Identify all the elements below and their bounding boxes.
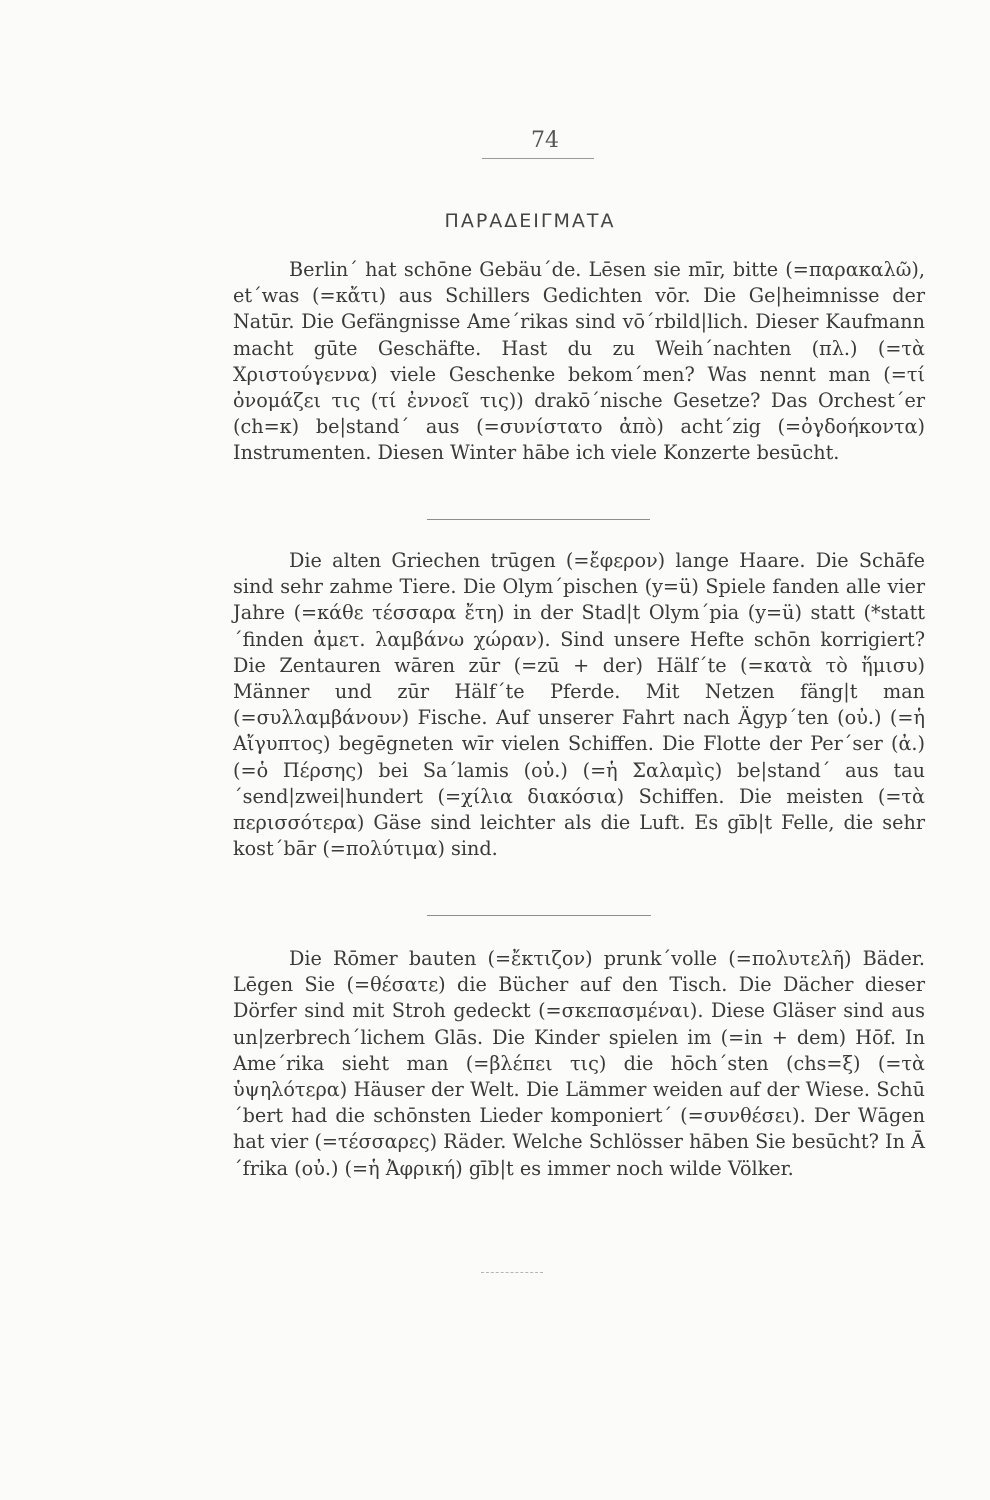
- section-divider: [427, 915, 651, 916]
- paragraph-block-1: Berlin´ hat schōne Gebäu´de. Lēsen sie mīr, bitte (=παρακαλῶ), et´was (=κἄτι) aus Schillers Gedichten vōr. Die Ge|heimnisse der Natūr. Die Gefängnisse Ame´rikas sind vō´rbild|lich. Dieser Kaufmann macht gūte Geschäfte. Hast du zu Weih´nachten (πλ.) (=τὰ Χριστούγεννα) viele Geschenke bekom´men? Was nennt man (=τί ὀνομάζει τις (τί ἐννοεῖ τις)) drakō´nische Gesetze? Das Orchest´er (ch=κ) be|stand´ aus (=συνίστατο ἀπὸ) acht´zig (=ὀγδοήκοντα) Instrumenten. Diesen Winter hābe ich viele Konzerte besūcht.: [233, 258, 925, 465]
- paragraph-block-3: Die Rōmer bauten (=ἔκτιζον) prunk´volle (=πολυτελῆ) Bäder. Lēgen Sie (=θέσατε) die Bücher auf den Tisch. Die Dächer dieser Dörfer sind mit Stroh gedeckt (=σκεπασμέναι). Diese Gläser sind aus un|zerbrech´lichem Glās. Die Kinder spielen im (=in + dem) Hōf. In Ame´rika sieht man (=βλέπει τις) die hōch´sten (chs=ξ) (=τὰ ὑψηλότερα) Häuser der Welt. Die Lämmer weiden auf der Wiese. Schū´bert had die schōnsten Lieder komponiert´ (=συνθέσει). Der Wāgen hat vier (=τέσσαρες) Räder. Welche Schlösser hāben Sie besūcht? In Ā´frika (οὐ.) (=ἡ Ἀφρική) gīb|t es immer noch wilde Völker.: [233, 947, 925, 1180]
- section-divider: [427, 519, 650, 520]
- section-heading: ΠΑΡΑΔΕΙΓΜΑΤΑ: [444, 210, 616, 232]
- page-number: 74: [531, 128, 559, 153]
- end-divider: [481, 1272, 543, 1273]
- page-number-rule: [482, 158, 594, 159]
- paragraph-block-2: Die alten Griechen trūgen (=ἔφερον) lange Haare. Die Schāfe sind sehr zahme Tiere. Die Olym´pischen (y=ü) Spiele fanden alle vier Jahre (=κάθε τέσσαρα ἔτη) in der Stad|t Olym´pia (y=ü) statt (*statt´finden ἀμετ. λαμβάνω χώραν). Sind unsere Hefte schōn korrigiert? Die Zentauren wāren zūr (=zū + der) Hälf´te (=κατὰ τὸ ἥμισυ) Männer und zūr Hälf´te Pferde. Mit Netzen fäng|t man (=συλλαμβάνουν) Fische. Auf unserer Fahrt nach Ägyp´ten (οὐ.) (=ἡ Αἴγυπτος) begēgneten wīr vielen Schiffen. Die Flotte der Per´ser (ἀ.) (=ὁ Πέρσης) bei Sa´lamis (οὐ.) (=ἡ Σαλαμὶς) be|stand´ aus tau´send|zwei|hundert (=χίλια διακόσια) Schiffen. Die meisten (=τὰ περισσότερα) Gäse sind leichter als die Luft. Es gīb|t Felle, die sehr kost´bār (=πολύτιμα) sind.: [233, 549, 925, 861]
